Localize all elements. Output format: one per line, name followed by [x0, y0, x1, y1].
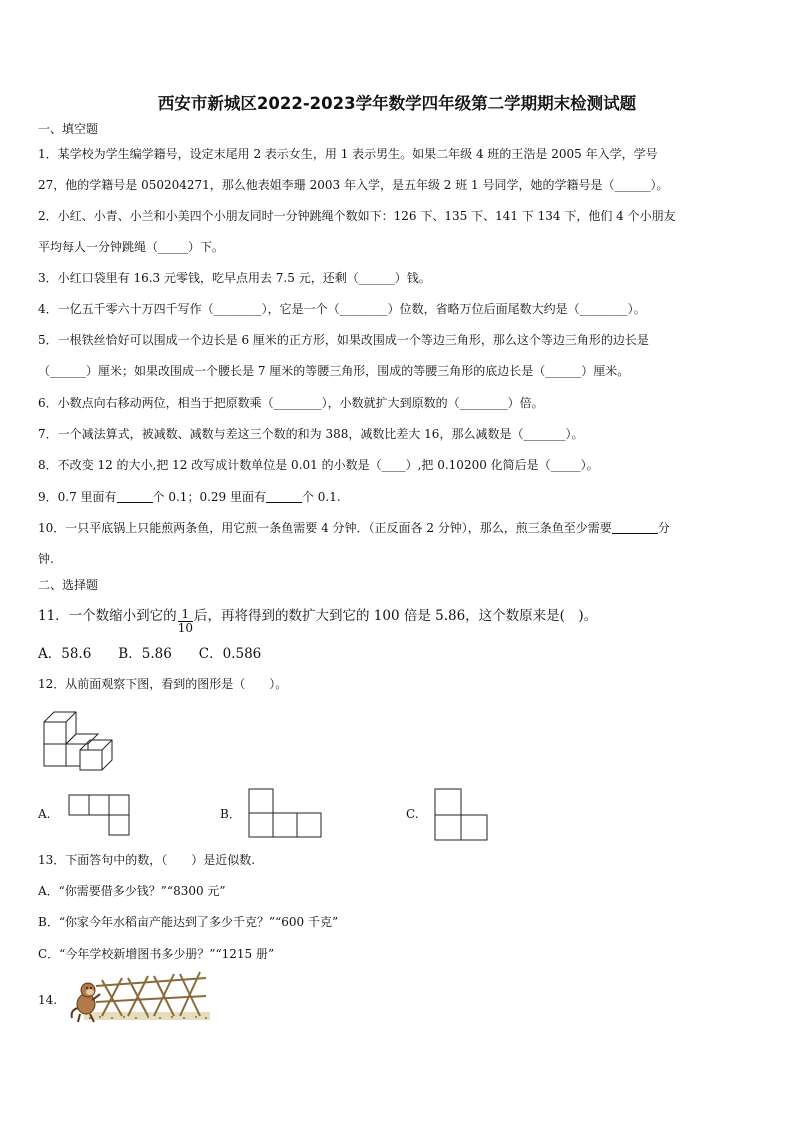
option-a-shape[interactable]	[68, 794, 132, 838]
option-b-shape[interactable]	[248, 788, 324, 840]
question-10-part-a: 10．一只平底锅上只能煎两条鱼，用它煎一条鱼需要 4 分钟．（正反面各 2 分钟），那么，煎三条鱼至少需要	[38, 521, 612, 535]
question-10-part-b: 分	[657, 521, 670, 535]
question-11-part-a: 11．一个数缩小到它的	[38, 608, 177, 624]
fraction-one-tenth	[178, 608, 193, 635]
question-9	[38, 489, 341, 505]
option-a-label[interactable]: A.	[38, 807, 51, 821]
option-c-label[interactable]: C.	[406, 807, 419, 821]
section-fill-heading: 一、填空题	[38, 122, 99, 136]
question-14-number: 14.	[38, 993, 58, 1007]
page-title: 西安市新城区2022-2023学年数学四年级第二学期期末检测试题	[157, 94, 637, 113]
question-13-option-a[interactable]: A．“你需要借多少钱？”“8300 元”	[38, 884, 226, 898]
question-9-part-b: 个 0.1；0.29 里面有	[152, 490, 266, 504]
question-3: 3．小红口袋里有 16.3 元零钱，吃早点用去 7.5 元，还剩（______）钱。	[38, 271, 431, 285]
question-1-line-1: 1．某学校为学生编学籍号，设定末尾用 2 表示女生，用 1 表示男生。如果二年级 4 班的王浩是 2005 年入学，学号	[38, 147, 658, 161]
question-12-stem: 12．从前面观察下图，看到的图形是（ ）。	[38, 677, 288, 691]
question-11-options: A．58.6 B．5.86 C．0.586	[38, 646, 262, 662]
question-11	[38, 608, 597, 635]
option-b-label[interactable]: B．	[220, 807, 241, 821]
fraction-numerator: 1	[178, 608, 193, 622]
question-11-part-b: 后，再将得到的数扩大到它的 100 倍是 5.86，这个数原来是( )。	[193, 608, 598, 624]
fraction-denominator: 10	[177, 621, 193, 635]
question-13-stem: 13．下面答句中的数，（ ）是近似数.	[38, 853, 256, 867]
question-9-part-c: 个 0.1.	[301, 490, 341, 504]
question-10-line-1	[38, 520, 670, 536]
monkey-fence-illustration	[66, 970, 212, 1026]
question-13-option-b[interactable]: B．“你家今年水稻亩产能达到了多少千克？”“600 千克”	[38, 915, 339, 929]
answer-blank[interactable]	[612, 521, 658, 534]
question-1-line-2: 27，他的学籍号是 050204271，那么他表姐李珊 2003 年入学，是五年级 2 班 1 号同学，她的学籍号是（______）。	[38, 178, 669, 192]
question-13-option-c[interactable]: C．“今年学校新增图书多少册？”“1215 册”	[38, 947, 275, 961]
question-8: 8．不改变 12 的大小,把 12 改写成计数单位是 0.01 的小数是（____）,把 0.10200 化简后是（_____）。	[38, 458, 599, 472]
question-2-line-1: 2．小红、小青、小兰和小美四个小朋友同时一分钟跳绳个数如下：126 下、135 下、141 下 134 下，他们 4 个小朋友	[38, 209, 676, 223]
option-c-shape[interactable]	[434, 788, 490, 842]
section-choice-heading: 二、选择题	[38, 578, 99, 592]
question-6: 6．小数点向右移动两位，相当于把原数乘（________），小数就扩大到原数的（________）倍。	[38, 396, 544, 410]
question-9-part-a: 9．0.7 里面有	[38, 490, 117, 504]
cube-stack-figure	[40, 708, 120, 772]
question-2-line-2: 平均每人一分钟跳绳（_____）下。	[38, 240, 225, 254]
question-10-line-2: 钟.	[38, 552, 54, 566]
question-7: 7．一个减法算式，被减数、减数与差这三个数的和为 388，减数比差大 16，那么减数是（_______）。	[38, 427, 584, 441]
answer-blank[interactable]	[117, 490, 153, 503]
question-5-line-1: 5．一根铁丝恰好可以围成一个边长是 6 厘米的正方形，如果改围成一个等边三角形，那么这个等边三角形的边长是	[38, 333, 649, 347]
question-5-line-2: （______）厘米；如果改围成一个腰长是 7 厘米的等腰三角形，围成的等腰三角形的底边长是（______）厘米。	[38, 364, 630, 378]
question-4: 4．一亿五千零六十万四千写作（________），它是一个（________）位数，省略万位后面尾数大约是（________）。	[38, 302, 646, 316]
answer-blank[interactable]	[266, 490, 302, 503]
